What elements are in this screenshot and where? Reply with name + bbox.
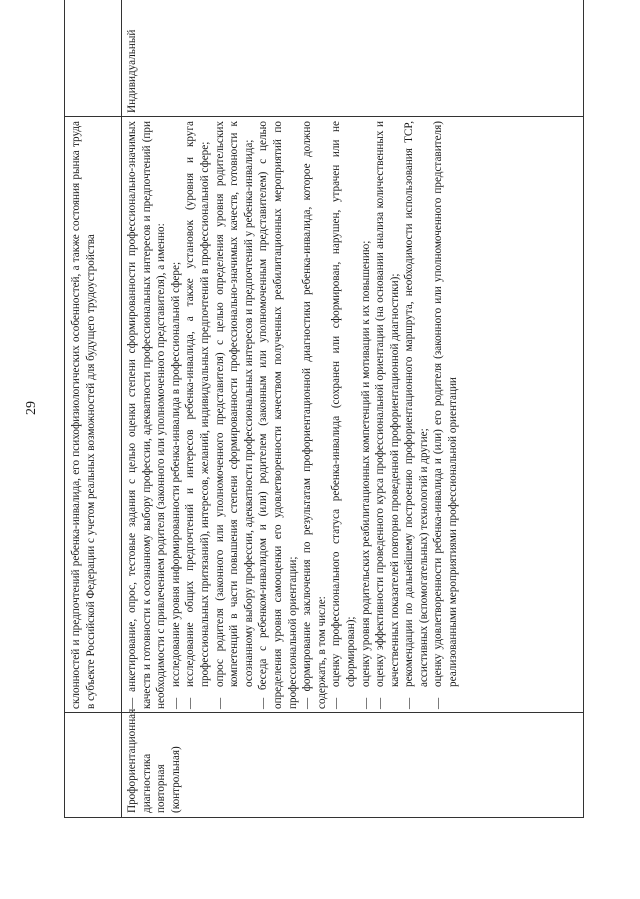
list-item-text: оценку профессионального статуса ребенка-инвалида (сохранен или сформирован, нарушен, утрачен или не сформирован); xyxy=(330,121,357,687)
list-dash: — xyxy=(213,697,226,709)
paragraph-conversation: — беседа с ребенком-инвалидом и (или) родителем (законным или уполномоченным представителем) с целью определения уровня самооценки его удовлетворенности качеством полученных реабилитационных мероприятий по профессиональной ориентации; xyxy=(257,121,299,709)
row-content xyxy=(125,121,461,709)
top-row-text xyxy=(69,121,98,709)
list-item-text: исследование общих предпочтений и интересов ребенка-инвалида, а также установок (уровня и круга профессиональных притязаний), интересов, желаний, индивидуальных предпочтений в профессиональной сфере; xyxy=(184,121,211,687)
row-name xyxy=(125,708,183,813)
list-item xyxy=(183,121,212,709)
list-item-text: оценку эффективности проведенного курса профессиональной ориентации (на основании анализа количественных и качественных показателей повторно проведенной профориентационной диагностики); xyxy=(374,121,401,687)
list-item-text: исследование уровня информированности ребенка-инвалида в профессиональной сфере; xyxy=(169,261,182,687)
name-column-divider xyxy=(65,712,583,713)
table xyxy=(64,0,584,818)
row-name-text: Профориентационная диагностика повторная (контрольная) xyxy=(126,708,182,813)
list-dash: — xyxy=(169,697,182,709)
top-row-paragraph: склонностей и предпочтений ребенка-инвалида, его психофизиологических особенностей, а также состояния рынка труда в субъекте Российской Федерации с учетом реальных возможностей для будущего трудоустройства xyxy=(70,121,97,709)
list-item xyxy=(359,121,374,709)
list-item xyxy=(373,121,402,709)
page-number: 29 xyxy=(24,401,39,415)
intro-paragraph: — анкетирование, опрос, тестовые задания с целью оценки степени сформированности профессионально-значимых качеств и готовности к осознанному выбору профессии, адекватности профессиональных интересов и предпочтений (при необходимости с привлечением родителя (законного или уполномоченного представителя), а именно: xyxy=(126,121,168,709)
list-dash: — xyxy=(432,697,445,709)
list-item xyxy=(402,121,431,709)
list-item xyxy=(329,121,358,709)
list-dash: — xyxy=(330,697,343,709)
list-dash: — xyxy=(403,697,416,709)
row-mode: Индивидуальный xyxy=(126,29,138,113)
list-dash: — xyxy=(184,697,197,709)
list-item-text: оценку уровня родительских реабилитационных компетенций и мотивации к их повышению; xyxy=(359,240,372,687)
row-divider xyxy=(121,0,122,817)
mode-column-divider xyxy=(65,116,583,117)
rotated-page xyxy=(24,0,584,818)
list-item xyxy=(213,121,257,709)
list-item xyxy=(169,121,184,709)
list-dash: — xyxy=(359,697,372,709)
list-item-text: оценку удовлетворенности ребенка-инвалида и (или) его родителя (законного или уполномоченного представителя) реализованными мероприятиями профессиональной ориентации xyxy=(432,121,460,687)
list-item-text: рекомендации по дальнейшему построению профориентационного маршрута, необходимости использования ТСР, ассистивных (вспомогательных) технологий и другие; xyxy=(403,121,430,687)
paragraph-conclusion: — формирование заключения по результатам профориентационной диагностики ребенка-инвалида, которое должно содержать, в том числе: xyxy=(301,121,328,709)
list-dash: — xyxy=(374,697,387,709)
list-item xyxy=(431,121,460,709)
list-item-text: опрос родителя (законного или уполномоченного представителя) с целью определения уровня родительских компетенций в части повышения степени сформированности профессионально-значимых качеств, готовности к осознанному выбору профессии, адекватности профессиональных интересов и предпочтений у ребенка-инвалида; xyxy=(213,121,255,687)
